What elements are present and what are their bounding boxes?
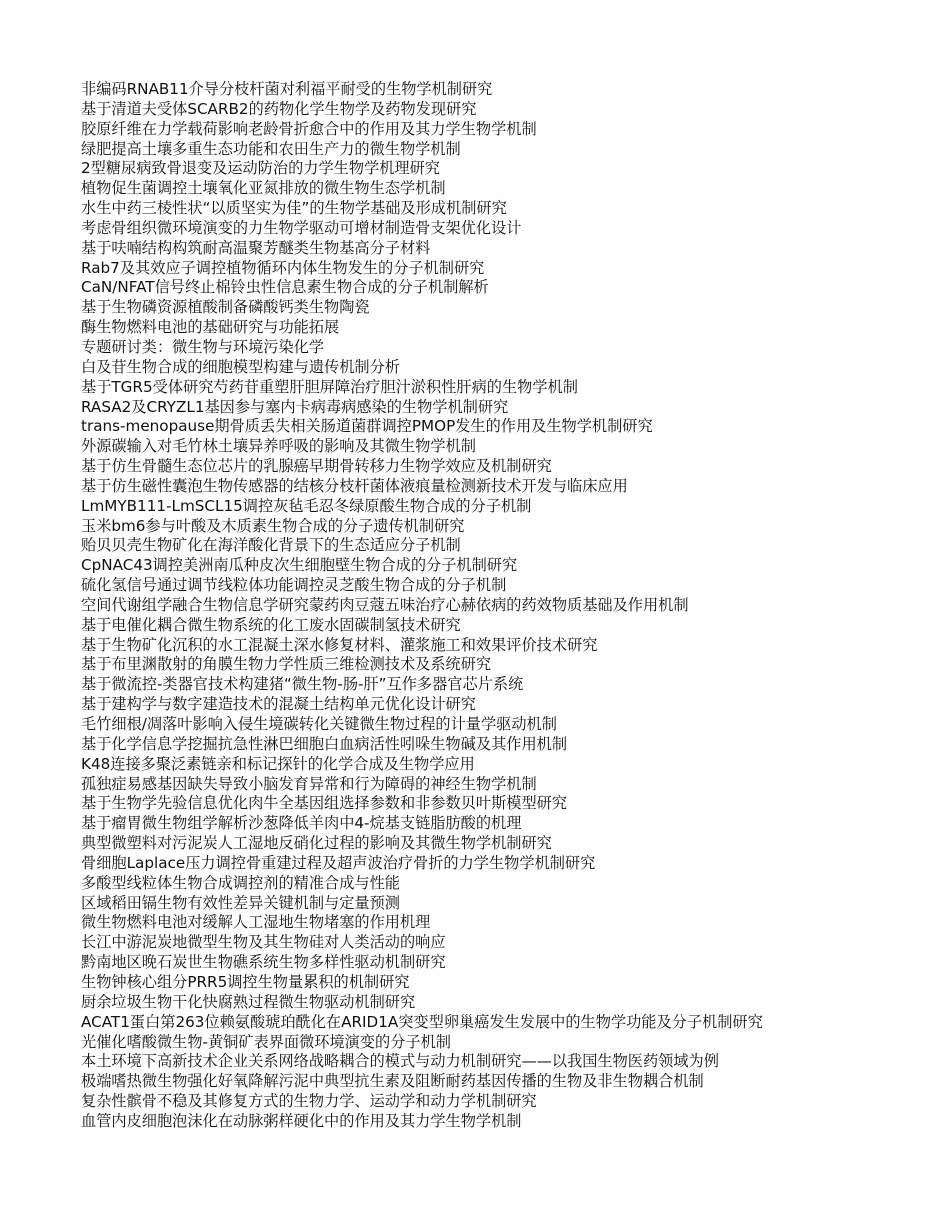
project-title: ACAT1蛋白第263位赖氨酸琥珀酰化在ARID1A突变型卵巢癌发生发展中的生物学功能及分子机制研究 bbox=[81, 1012, 763, 1031]
project-title: 血管内皮细胞泡沫化在动脉粥样硬化中的作用及其力学生物学机制 bbox=[81, 1111, 522, 1130]
project-title: 硫化氢信号通过调节线粒体功能调控灵芝酸生物合成的分子机制 bbox=[81, 576, 507, 595]
project-title: 基于清道夫受体SCARB2的药物化学生物学及药物发现研究 bbox=[81, 99, 477, 118]
project-title: 厨余垃圾生物干化快腐熟过程微生物驱动机制研究 bbox=[81, 992, 416, 1011]
project-title: 基于瘤胃微生物组学解析沙葱降低羊肉中4-烷基支链脂肪酸的机理 bbox=[81, 814, 522, 833]
project-title: 孤独症易感基因缺失导致小脑发育异常和行为障碍的神经生物学机制 bbox=[81, 774, 537, 793]
project-title: K48连接多聚泛素链亲和标记探针的化学合成及生物学应用 bbox=[81, 754, 475, 773]
project-title: 空间代谢组学融合生物信息学研究蒙药肉豆蔻五味治疗心赫依病的药效物质基础及作用机制 bbox=[81, 595, 689, 614]
project-title: 多酸型线粒体生物合成调控剂的精准合成与性能 bbox=[81, 873, 400, 892]
project-title: 基于呋喃结构构筑耐高温聚芳醚类生物基高分子材料 bbox=[81, 238, 431, 257]
project-title: 基于生物学先验信息优化肉牛全基因组选择参数和非参数贝叶斯模型研究 bbox=[81, 794, 567, 813]
project-title: 绿肥提高土壤多重生态功能和农田生产力的微生物学机制 bbox=[81, 139, 461, 158]
project-title: LmMYB111-LmSCL15调控灰毡毛忍冬绿原酸生物合成的分子机制 bbox=[81, 496, 532, 515]
project-title: 2型糖尿病致骨退变及运动防治的力学生物学机理研究 bbox=[81, 159, 440, 178]
project-title: 玉米bm6参与叶酸及木质素生物合成的分子遗传机制研究 bbox=[81, 516, 465, 535]
project-title: Rab7及其效应子调控植物循环内体生物发生的分子机制研究 bbox=[81, 258, 485, 277]
project-title: 非编码RNAB11介导分枝杆菌对利福平耐受的生物学机制研究 bbox=[81, 80, 493, 98]
project-title: 基于电催化耦合微生物系统的化工废水固碳制氢技术研究 bbox=[81, 615, 461, 634]
project-title: 毛竹细根/凋落叶影响入侵生境碳转化关键微生物过程的计量学驱动机制 bbox=[81, 715, 557, 733]
project-title: 本土环境下高新技术企业关系网络战略耦合的模式与动力机制研究——以我国生物医药领域为例 bbox=[81, 1052, 719, 1071]
project-title: 胶原纤维在力学载荷影响老龄骨折愈合中的作用及其力学生物学机制 bbox=[81, 119, 537, 138]
project-title: 考虑骨组织微环境演变的力生物学驱动可增材制造骨支架优化设计 bbox=[81, 218, 522, 237]
project-title: 骨细胞Laplace压力调控骨重建过程及超声波治疗骨折的力学生物学机制研究 bbox=[81, 853, 596, 872]
project-title: 极端嗜热微生物强化好氧降解污泥中典型抗生素及阻断耐药基因传播的生物及非生物耦合机制 bbox=[81, 1072, 704, 1091]
project-title: 外源碳输入对毛竹林土壤异养呼吸的影响及其微生物学机制 bbox=[81, 437, 476, 456]
project-title: RASA2及CRYZL1基因参与塞内卡病毒病感染的生物学机制研究 bbox=[81, 397, 509, 416]
project-title-list bbox=[81, 80, 763, 1132]
project-title: 基于仿生磁性囊泡生物传感器的结核分枝杆菌体液痕量检测新技术开发与临床应用 bbox=[81, 476, 628, 495]
project-title: 基于微流控-类器官技术构建猪“微生物-肠-肝”互作多器官芯片系统 bbox=[81, 675, 524, 694]
project-title: 白及苷生物合成的细胞模型构建与遗传机制分析 bbox=[81, 357, 400, 376]
project-title: 专题研讨类：微生物与环境污染化学 bbox=[81, 337, 324, 356]
project-title: 基于生物磷资源植酸制备磷酸钙类生物陶瓷 bbox=[81, 298, 370, 317]
project-title: 长江中游泥炭地微型生物及其生物硅对人类活动的响应 bbox=[81, 933, 446, 952]
project-title: 典型微塑料对污泥炭人工湿地反硝化过程的影响及其微生物学机制研究 bbox=[81, 834, 552, 853]
project-title: 基于TGR5受体研究芍药苷重塑肝胆屏障治疗胆汁淤积性肝病的生物学机制 bbox=[81, 377, 578, 396]
project-title: 基于布里渊散射的角膜生物力学性质三维检测技术及系统研究 bbox=[81, 655, 492, 674]
project-title: 生物钟核心组分PRR5调控生物量累积的机制研究 bbox=[81, 972, 410, 991]
project-title: 基于化学信息学挖掘抗急性淋巴细胞白血病活性吲哚生物碱及其作用机制 bbox=[81, 734, 567, 753]
project-title: 水生中药三棱性状“以质坚实为佳”的生物学基础及形成机制研究 bbox=[81, 199, 507, 218]
project-title: 区域稻田镉生物有效性差异关键机制与定量预测 bbox=[81, 893, 400, 912]
project-title: 基于建构学与数字建造技术的混凝土结构单元优化设计研究 bbox=[81, 695, 476, 714]
project-title: 基于仿生骨髓生态位芯片的乳腺癌早期骨转移力生物学效应及机制研究 bbox=[81, 457, 552, 476]
project-title: 植物促生菌调控土壤氧化亚氮排放的微生物生态学机制 bbox=[81, 179, 446, 198]
project-title: CaN/NFAT信号终止棉铃虫性信息素生物合成的分子机制解析 bbox=[81, 278, 489, 297]
project-title: 复杂性髌骨不稳及其修复方式的生物力学、运动学和动力学机制研究 bbox=[81, 1092, 537, 1111]
project-title: 微生物燃料电池对缓解人工湿地生物堵塞的作用机理 bbox=[81, 913, 431, 932]
project-title: trans-menopause期骨质丢失相关肠道菌群调控PMOP发生的作用及生物学机制研究 bbox=[81, 417, 653, 436]
project-title: 酶生物燃料电池的基础研究与功能拓展 bbox=[81, 318, 340, 337]
project-title: 光催化嗜酸微生物-黄铜矿表界面微环境演变的分子机制 bbox=[81, 1032, 451, 1051]
project-title: CpNAC43调控美洲南瓜种皮次生细胞壁生物合成的分子机制研究 bbox=[81, 556, 518, 575]
project-title: 贻贝贝壳生物矿化在海洋酸化背景下的生态适应分子机制 bbox=[81, 536, 461, 555]
project-title: 基于生物矿化沉积的水工混凝土深水修复材料、灌浆施工和效果评价技术研究 bbox=[81, 635, 598, 654]
project-title: 黔南地区晚石炭世生物礁系统生物多样性驱动机制研究 bbox=[81, 953, 446, 972]
